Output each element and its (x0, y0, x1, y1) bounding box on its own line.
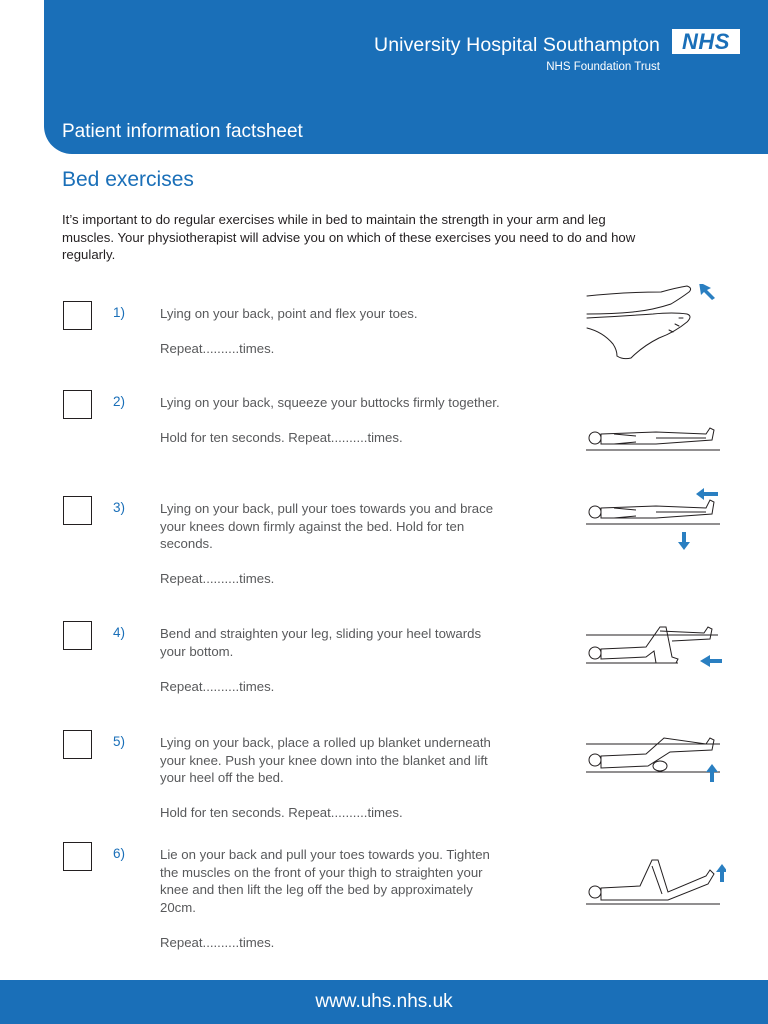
exercise-repeat: Repeat..........times. (160, 678, 275, 694)
exercise-description (160, 734, 500, 822)
lying-figure-icon (586, 422, 722, 454)
footer-bar (0, 980, 768, 1024)
straight-leg-raise-icon (586, 852, 726, 912)
exercise-description (160, 500, 500, 588)
exercise-text: Lying on your back, squeeze your buttocks firmly together. (160, 395, 500, 410)
exercise-checkbox[interactable] (63, 621, 92, 650)
page-title: Bed exercises (62, 168, 194, 191)
exercise-checkbox[interactable] (63, 301, 92, 330)
exercise-text: Lying on your back, point and flex your toes. (160, 306, 418, 321)
exercise-repeat: Hold for ten seconds. Repeat..........times. (160, 430, 403, 445)
exercise-text: Lying on your back, pull your toes towards you and brace your knees down firmly against the bed. Hold for ten seconds. (160, 501, 494, 551)
exercise-checkbox[interactable] (63, 730, 92, 759)
organisation-name: University Hospital Southampton (374, 34, 660, 56)
exercise-repeat: Repeat..........times. (160, 571, 275, 586)
heel-slide-icon (586, 621, 726, 673)
website-link[interactable]: www.uhs.nhs.uk (315, 991, 453, 1012)
exercise-checkbox[interactable] (63, 496, 92, 525)
lying-figure-toes-pull-icon (586, 488, 722, 552)
factsheet-label: Patient information factsheet (62, 121, 303, 142)
knee-blanket-icon (586, 730, 726, 786)
exercise-description (160, 305, 500, 358)
exercise-number: 3) (113, 500, 126, 515)
exercise-repeat: Repeat..........times. (160, 934, 275, 950)
exercise-number: 6) (113, 846, 126, 861)
exercise-number: 2) (113, 394, 126, 409)
exercise-number: 4) (113, 625, 126, 640)
header-banner (44, 0, 768, 154)
exercise-description (160, 625, 500, 695)
exercise-checkbox[interactable] (63, 842, 92, 871)
exercise-repeat: Repeat..........times. (160, 341, 275, 356)
exercise-number: 5) (113, 734, 126, 749)
organisation-subtitle: NHS Foundation Trust (546, 61, 660, 73)
exercise-text: Bend and straighten your leg, sliding your heel towards your bottom. (160, 626, 482, 659)
exercise-number: 1) (113, 305, 126, 320)
nhs-logo: NHS (672, 29, 740, 54)
exercise-description (160, 394, 500, 447)
exercise-repeat: Hold for ten seconds. Repeat..........times. (160, 805, 403, 820)
exercise-text: Lying on your back, place a rolled up blanket underneath your knee. Push your knee down into the blanket and lift your heel off the bed. (160, 735, 491, 785)
exercise-checkbox[interactable] (63, 390, 92, 419)
exercise-text: Lie on your back and pull your toes towards you. Tighten the muscles on the front of your thigh to straighten your knee and then lift the leg off the bed by approximately 20cm. (160, 847, 490, 915)
feet-point-flex-icon (583, 284, 723, 364)
intro-paragraph: It’s important to do regular exercises while in bed to maintain the strength in your arm and leg muscles. Your physiotherapist will advise you on which of these exercises you need to do and how regularly. (62, 212, 636, 262)
exercise-description (160, 846, 500, 951)
